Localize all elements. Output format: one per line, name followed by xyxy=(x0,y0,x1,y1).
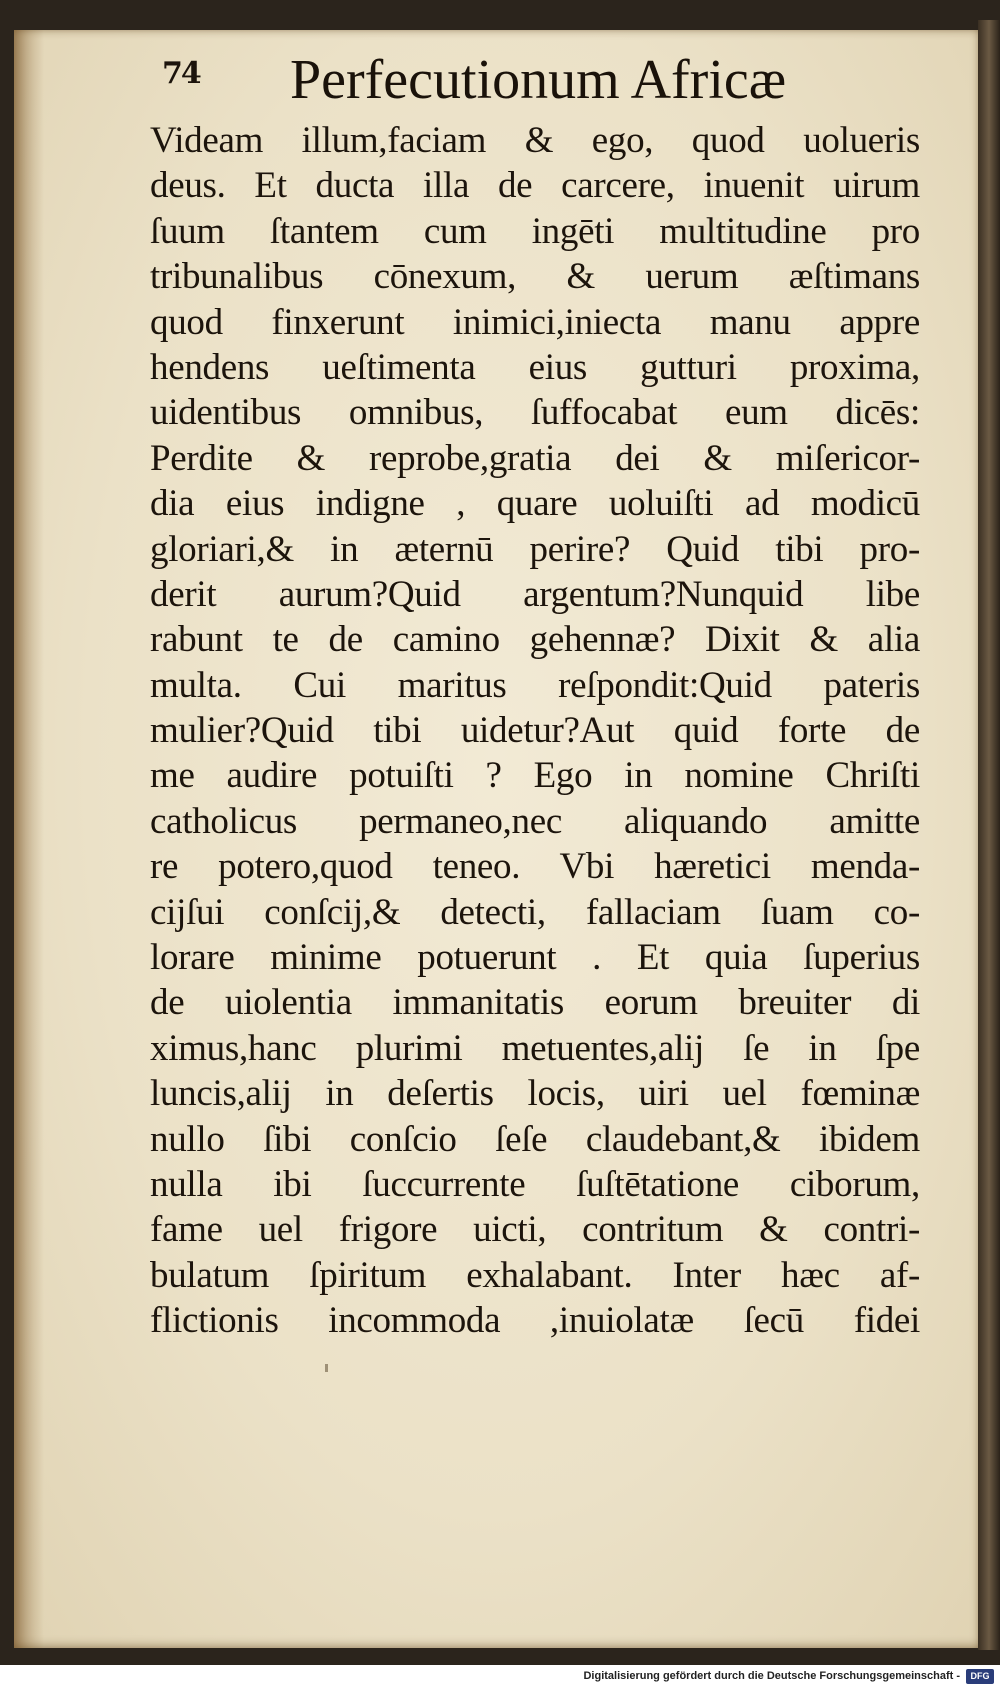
text-line: fame uel frigore uicti, contritum & contri- xyxy=(150,1209,920,1251)
book-edge xyxy=(978,20,1000,1650)
text-line: tribunalibus cōnexum, & uerum æſtimans xyxy=(150,256,920,298)
text-line: nulla ibi ſuccurrente ſuſtētatione ciborum, xyxy=(150,1163,920,1205)
text-line: hendens ueſtimenta eius gutturi proxima, xyxy=(150,346,920,388)
text-line: derit aurum?Quid argentum?Nunquid libe xyxy=(150,573,920,615)
footer-bar xyxy=(0,1665,1000,1689)
text-line: multa. Cui maritus reſpondit:Quid pateris xyxy=(150,664,920,706)
text-line: rabunt te de camino gehennæ? Dixit & alia xyxy=(150,619,920,661)
text-line: gloriari,& in æternū perire? Quid tibi pro- xyxy=(150,528,920,570)
text-line: dia eius indigne , quare uoluiſti ad modicū xyxy=(150,483,920,525)
text-line: nullo ſibi conſcio ſeſe claudebant,& ibidem xyxy=(150,1118,920,1160)
ink-speck xyxy=(325,1364,328,1372)
text-line: quod finxerunt inimici,iniecta manu appre xyxy=(150,301,920,343)
text-line: de uiolentia immanitatis eorum breuiter di xyxy=(150,982,920,1024)
text-line: cijſui conſcij,& detecti, fallaciam ſuam co- xyxy=(150,891,920,933)
text-line: catholicus permaneo,nec aliquando amitte xyxy=(150,800,920,842)
dfg-logo: DFG xyxy=(966,1669,994,1684)
text-line: me audire potuiſti ? Ego in nomine Chriſti xyxy=(150,755,920,797)
text-line: Perdite & reprobe,gratia dei & miſericor- xyxy=(150,437,920,479)
body-text xyxy=(150,118,920,1344)
text-line: mulier?Quid tibi uidetur?Aut quid forte de xyxy=(150,710,920,752)
text-line: flictionis incommoda ,inuiolatæ ſecū fidei xyxy=(150,1300,920,1342)
gutter-shadow xyxy=(14,30,44,1648)
text-line: Videam illum,faciam & ego, quod uolueris xyxy=(150,120,920,161)
text-line: ximus,hanc plurimi metuentes,alij ſe in ſpe xyxy=(150,1027,920,1069)
running-title: Perfecutionum Africæ xyxy=(290,49,787,111)
funding-credit: Digitalisierung gefördert durch die Deutsche Forschungsgemeinschaft - xyxy=(583,1670,960,1682)
running-head xyxy=(150,48,870,118)
text-line: re potero,quod teneo. Vbi hæretici menda- xyxy=(150,846,920,888)
text-line: uidentibus omnibus, ſuffocabat eum dicēs: xyxy=(150,392,920,434)
text-line: bulatum ſpiritum exhalabant. Inter hæc af- xyxy=(150,1254,920,1296)
text-line: deus. Et ducta illa de carcere, inuenit uirum xyxy=(150,165,920,207)
text-line: ſuum ſtantem cum ingēti multitudine pro xyxy=(150,210,920,252)
page-number: 74 xyxy=(162,56,200,91)
text-line: lorare minime potuerunt . Et quia ſuperius xyxy=(150,937,920,979)
text-line: luncis,alij in deſertis locis, uiri uel fœminæ xyxy=(150,1073,920,1115)
